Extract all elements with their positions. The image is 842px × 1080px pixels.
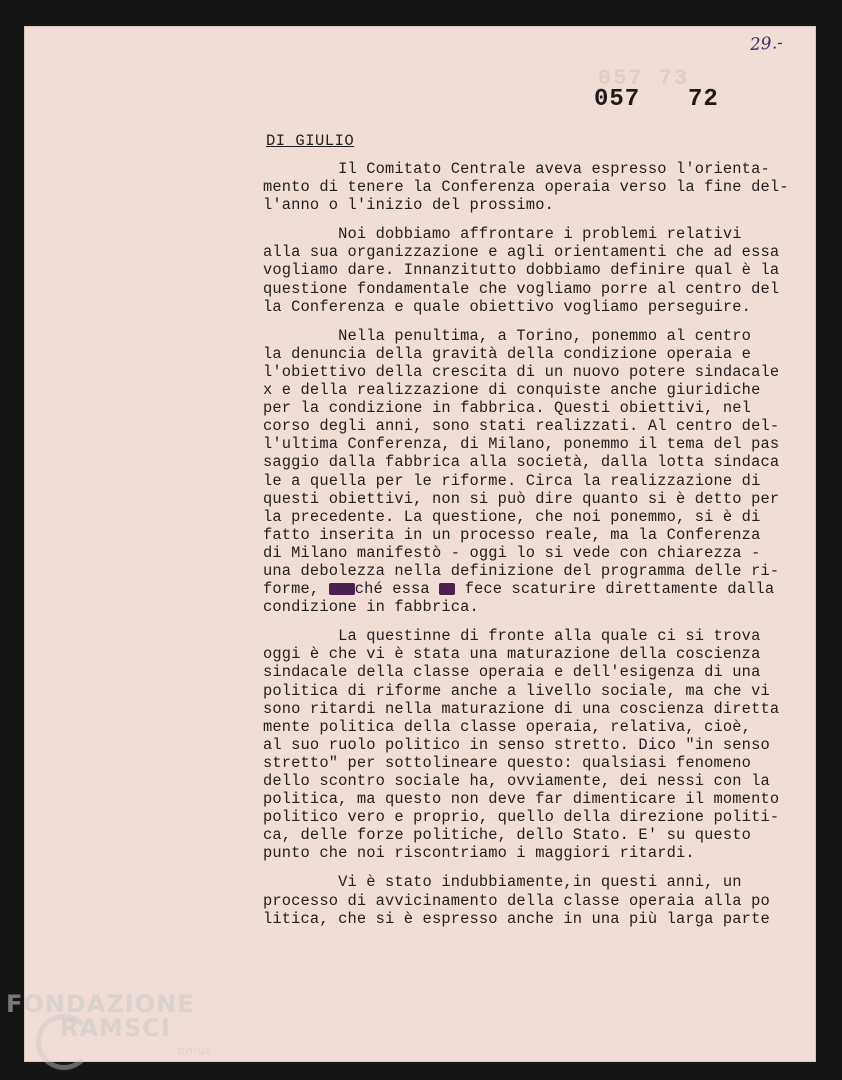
- text-line: politico vero e proprio, quello della direzione politi-: [263, 808, 780, 827]
- text-line: vogliamo dare. Innanzitutto dobbiamo definire qual è la: [263, 261, 780, 280]
- speaker-heading: DI GIULIO: [266, 132, 355, 150]
- text-line: la Conferenza e quale obiettivo vogliamo perseguire.: [263, 297, 752, 316]
- text-line: La questinne di fronte alla quale ci si trova: [263, 627, 761, 646]
- text-line: Vi è stato indubbiamente,in questi anni, un: [263, 873, 742, 892]
- text-line: corso degli anni, sono stati realizzati. Al centro del-: [263, 417, 780, 436]
- text-line: condizione in fabbrica.: [263, 598, 479, 617]
- text-line: questi obiettivi, non si può dire quanto si è detto per: [263, 489, 780, 508]
- text-line: l'anno o l'inizio del prossimo.: [263, 196, 554, 215]
- text-line: la denuncia della gravità della condizione operaia e: [263, 344, 752, 363]
- bleed-through-stamp: 057 73: [598, 66, 690, 91]
- text-line: mento di tenere la Conferenza operaia verso la fine del-: [263, 178, 789, 197]
- paragraph-gap: [263, 616, 803, 627]
- text-line: litica, che si è espresso anche in una più larga parte: [263, 909, 770, 928]
- text-line: Noi dobbiamo affrontare i problemi relativi: [263, 225, 742, 244]
- text-line: forme, ché essa fece scaturire direttamente dalla: [263, 580, 775, 599]
- text-line: una debolezza nella definizione del programma delle ri-: [263, 561, 780, 580]
- text-line: per la condizione in fabbrica. Questi obiettivi, nel: [263, 399, 752, 418]
- text-line: stretto" per sottolineare questo: qualsiasi fenomeno: [263, 753, 752, 772]
- watermark-line3: onlus: [178, 1044, 213, 1057]
- watermark-line2: RAMSCI: [60, 1014, 171, 1042]
- text-line: fatto inserita in un processo reale, ma la Conferenza: [263, 525, 761, 544]
- text-line: l'ultima Conferenza, di Milano, ponemmo il tema del pas: [263, 435, 780, 454]
- archive-stamp-part2: 72: [688, 86, 719, 113]
- watermark-g-logo: [36, 1014, 92, 1070]
- text-line: saggio dalla fabbrica alla società, dalla lotta sindaca: [263, 453, 780, 472]
- paragraph-gap: [263, 214, 803, 225]
- text-line: politica, ma questo non deve far dimenticare il momento: [263, 790, 780, 809]
- paragraph-gap: [263, 316, 803, 327]
- text-line: questione fondamentale che vogliamo porre al centro del: [263, 279, 780, 298]
- text-line: punto che noi riscontriamo i maggiori ritardi.: [263, 844, 695, 863]
- text-line: sono ritardi nella maturazione di una coscienza diretta: [263, 699, 780, 718]
- text-line: mente politica della classe operaia, relativa, cioè,: [263, 717, 752, 736]
- handwritten-page-number: 29.-: [749, 32, 784, 56]
- archive-stamp-part1: 057: [594, 86, 641, 113]
- fondazione-gramsci-watermark: [6, 990, 213, 1057]
- text-line: le a quella per le riforme. Circa la realizzazione di: [263, 471, 761, 490]
- watermark-line1: FONDAZIONE: [6, 990, 195, 1018]
- text-line: l'obiettivo della crescita di un nuovo potere sindacale: [263, 362, 780, 381]
- text-line: processo di avvicinamento della classe operaia alla po: [263, 891, 770, 910]
- text-line: alla sua organizzazione e agli orientamenti che ad essa: [263, 243, 780, 262]
- text-line: politica di riforme anche a livello sociale, ma che vi: [263, 681, 770, 700]
- text-line: di Milano manifestò - oggi lo si vede con chiarezza -: [263, 543, 761, 562]
- typewritten-text: [263, 160, 803, 928]
- text-line: al suo ruolo politico in senso stretto. Dico "in senso: [263, 735, 770, 754]
- ink-strikeout: [439, 583, 455, 595]
- paragraph-gap: [263, 862, 803, 873]
- text-line: dello scontro sociale ha, ovviamente, dei nessi con la: [263, 772, 770, 790]
- text-line: x e della realizzazione di conquiste anche giuridiche: [263, 381, 761, 400]
- text-line: ca, delle forze politiche, dello Stato. E' su questo: [263, 826, 752, 845]
- ink-strikeout: [329, 583, 355, 595]
- text-line: Nella penultima, a Torino, ponemmo al centro: [263, 326, 752, 345]
- text-line: Il Comitato Centrale aveva espresso l'orienta-: [263, 160, 770, 178]
- text-line: la precedente. La questione, che noi ponemmo, si è di: [263, 507, 761, 526]
- text-line: sindacale della classe operaia e dell'esigenza di una: [263, 663, 761, 682]
- text-line: oggi è che vi è stata una maturazione della coscienza: [263, 645, 761, 664]
